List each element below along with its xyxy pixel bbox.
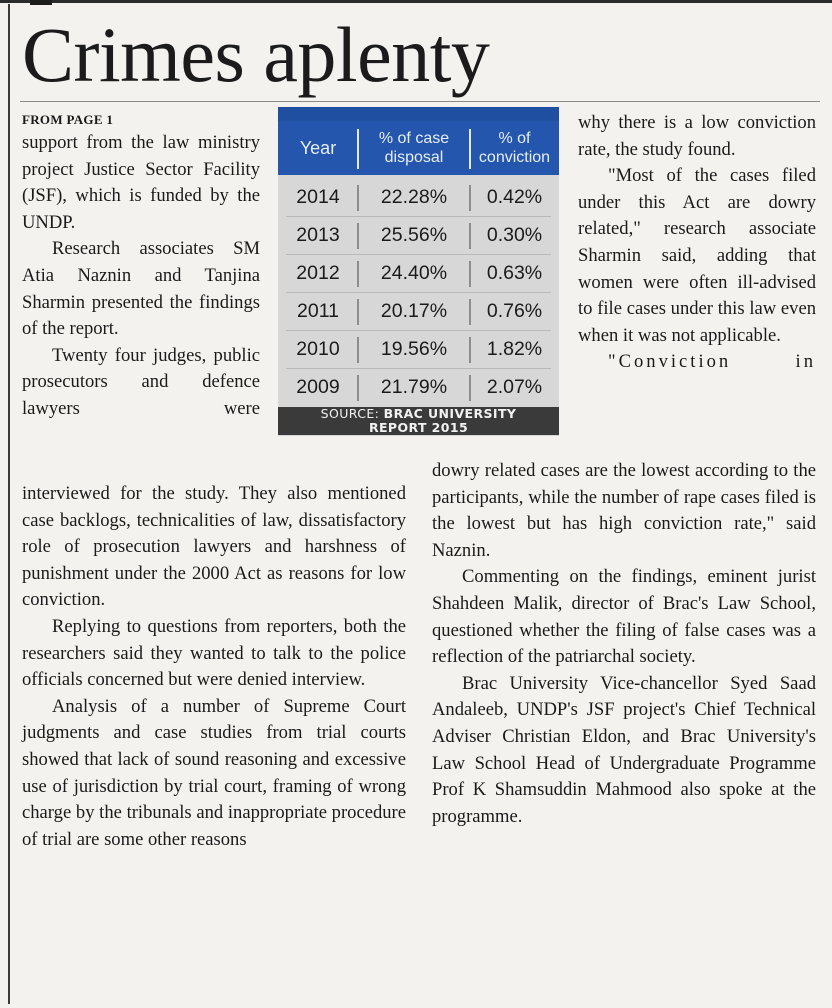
paragraph: Commenting on the findings, eminent jurist Shahdeen Malik, director of Brac's Law School, questioned whether the filing of false cases was a reflection of the patriarchal society. [432,566,816,668]
cell-disposal: 24.40% [380,262,448,284]
paragraph: Replying to questions from reporters, both the researchers said they wanted to talk to the police officials concerned but were denied interview. [22,615,406,691]
table-row [278,255,559,293]
paragraph: "Most of the cases filed under this Act are dowry related," research associate Sharmin said, adding that women were often ill-advised to file cases under this law even when it was not applicable. [578,165,816,346]
header-disposal-line2: disposal [384,149,444,166]
table-source [278,407,559,435]
cell-disposal: 25.56% [380,224,448,246]
table-row [278,369,559,407]
header-disposal-line1: % of case [378,130,450,147]
cell-year: 2014 [296,186,340,208]
article-column-c [578,110,816,376]
left-column-rule [8,4,10,1004]
source-line2: REPORT 2015 [368,420,469,435]
statistics-table [278,107,559,436]
top-rule-tab [30,0,52,5]
cell-year: 2010 [296,338,340,360]
cell-disposal: 22.28% [380,186,448,208]
cell-conviction: 0.63% [486,262,543,284]
paragraph: Research associates SM Atia Naznin and Tanjina Sharmin presented the findings of the report. [22,238,260,340]
cell-disposal: 20.17% [380,300,448,322]
paragraph: "Conviction in [608,351,816,373]
cell-year: 2011 [297,300,339,322]
cell-conviction: 0.42% [486,186,543,208]
paragraph: interviewed for the study. They also mentioned case backlogs, technicalities of law, dissatisfactory role of prosecution lawyers and harshness of punishment under the 2000 Act as reasons for low conviction. [22,483,406,611]
source-line1: BRAC UNIVERSITY [383,406,517,421]
top-rule [0,0,832,3]
cell-year: 2013 [296,224,340,246]
paragraph: Twenty four judges, public prosecutors and defence lawyers were [22,344,260,419]
cell-conviction: 2.07% [486,376,543,398]
header-conviction-line2: conviction [478,149,551,166]
table-row [278,293,559,331]
article-column-a [22,112,260,423]
cell-disposal: 19.56% [380,338,448,360]
cell-disposal: 21.79% [380,376,448,398]
article-column-d [432,458,816,830]
paragraph: support from the law ministry project Justice Sector Facility (JSF), which is funded by the UNDP. [22,132,260,233]
paragraph: dowry related cases are the lowest according to the participants, while the number of rape cases filed is the lowest but has high conviction rate," said Naznin. [432,460,816,561]
table-header [278,121,559,175]
header-case-disposal [358,121,470,175]
cell-year: 2012 [296,262,340,284]
headline-rule [20,101,820,102]
table-row [278,217,559,255]
paragraph: why there is a low conviction rate, the study found. [578,112,816,160]
cell-year: 2009 [296,376,340,398]
header-conviction-line1: % of [498,130,531,147]
headline: Crimes aplenty [22,11,490,98]
cell-conviction: 0.76% [486,300,543,322]
cell-conviction: 0.30% [486,224,543,246]
paragraph: Analysis of a number of Supreme Court judgments and case studies from trial courts showed that lack of sound reasoning and excessive use of jurisdiction by trial court, framing of wrong charge by the tribunals and inappropriate procedure of trial are some other reasons [22,695,406,850]
kicker: FROM PAGE 1 [22,112,114,127]
header-year: Year [299,137,337,158]
table-row [278,331,559,369]
paragraph: Brac University Vice-chancellor Syed Saad Andaleeb, UNDP's JSF project's Chief Technical Adviser Christian Eldon, and Brac University's Law School Head of Undergraduate Programme Prof K Shamsuddin Mahmood also spoke at the programme. [432,672,816,827]
article-column-b [22,481,406,853]
source-label: SOURCE: [320,406,380,421]
header-conviction [470,121,559,175]
table-row [278,179,559,217]
cell-conviction: 1.82% [486,338,543,360]
